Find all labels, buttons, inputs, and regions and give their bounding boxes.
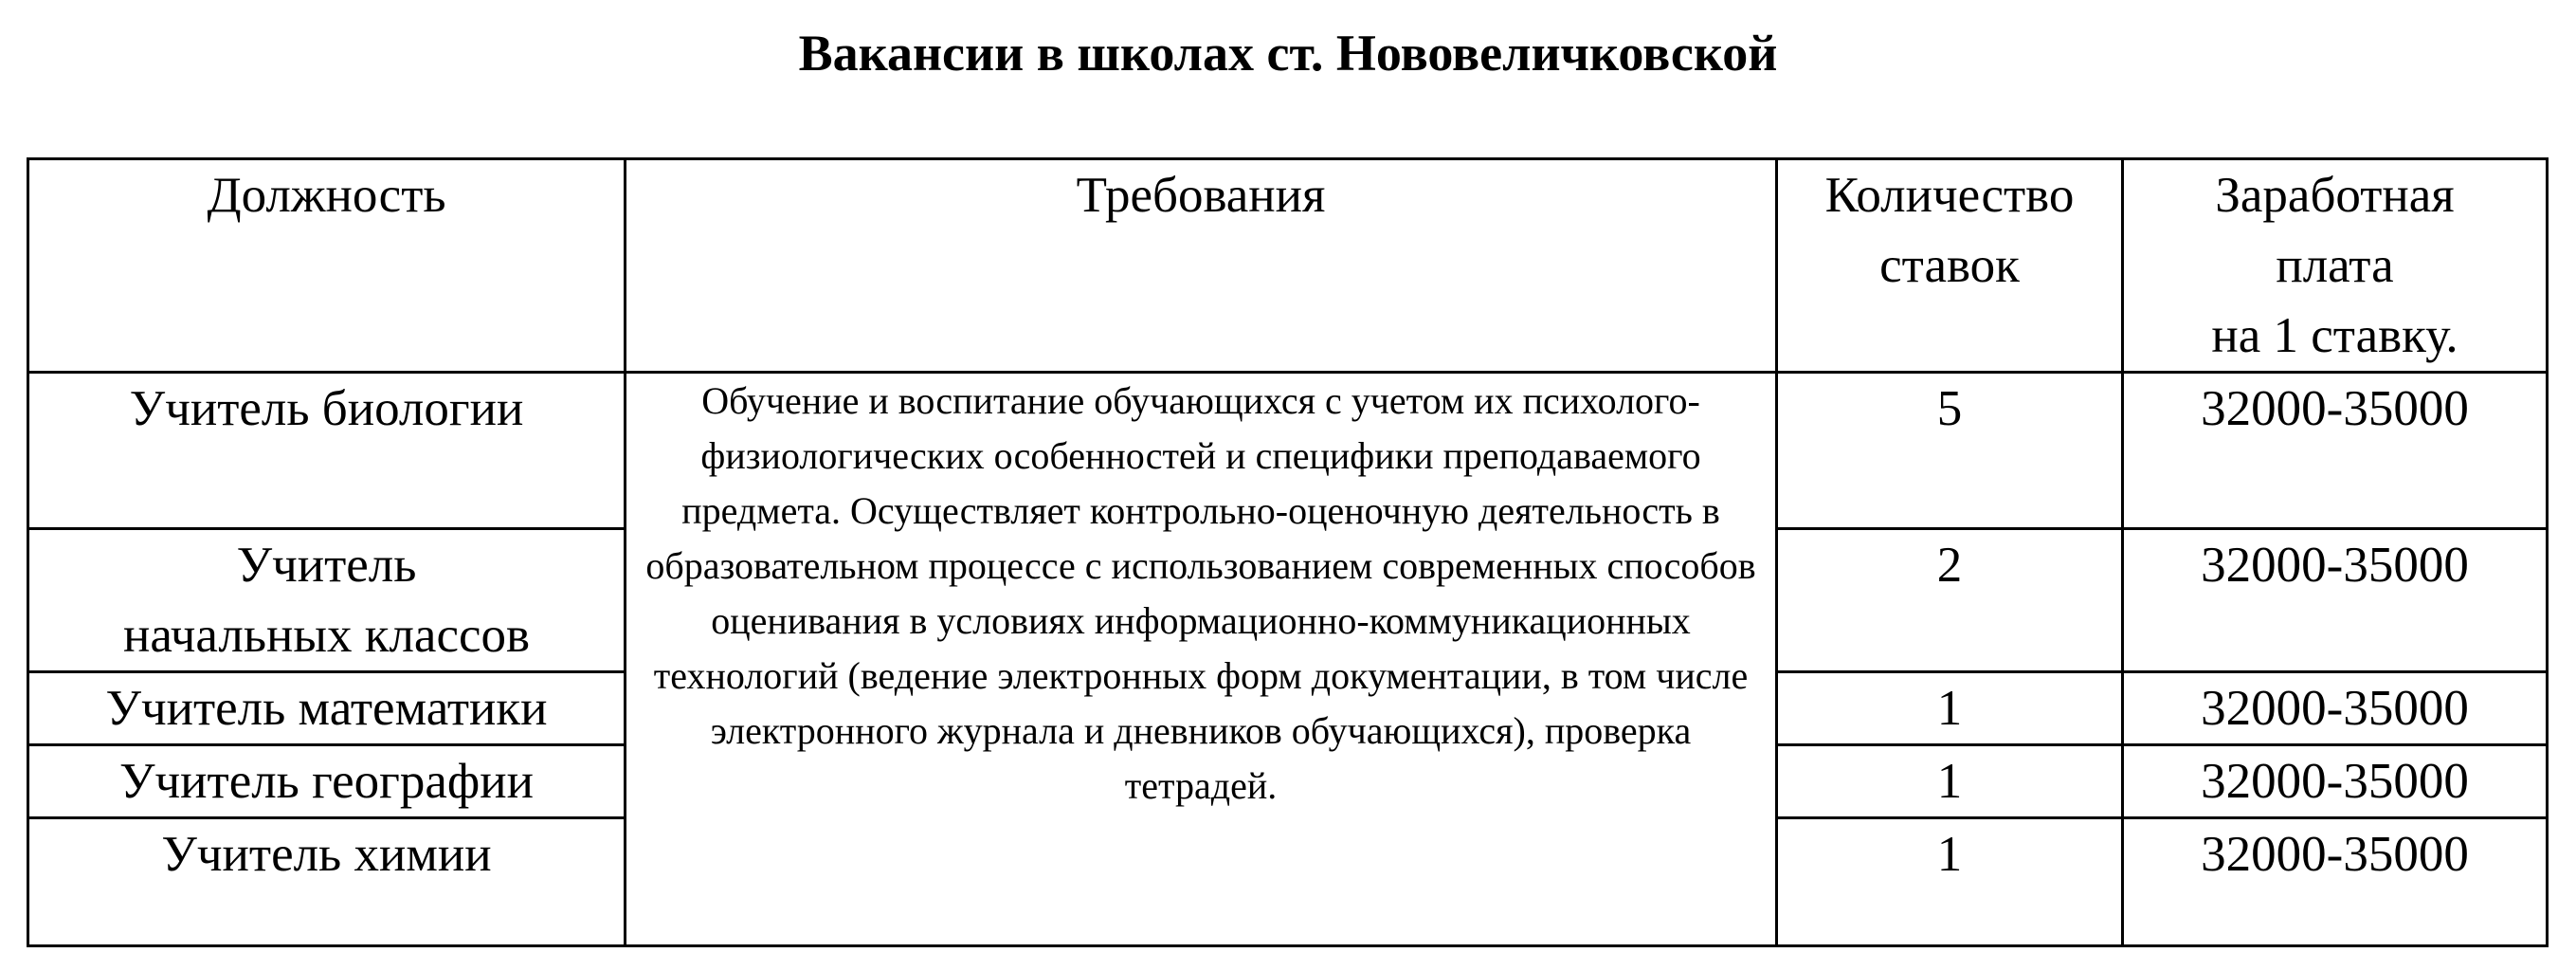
salary-cell: 32000-35000 (2123, 818, 2548, 946)
vacancies-table (27, 157, 2549, 947)
header-position: Должность (28, 159, 626, 373)
count-cell: 1 (1777, 818, 2123, 946)
position-cell: Учитель математики (28, 672, 626, 745)
requirements-cell: Обучение и воспитание обучающихся с учетом их психолого-физиологических особенностей и специфики преподаваемого предмета. Осуществляет контрольно-оценочную деятельность в образовательном процессе с использованием современных способов оценивания в условиях информационно-коммуникационных технологий (ведение электронных форм документации, в том числе электронного журнала и дневников обучающихся), проверка тетрадей. (626, 373, 1777, 946)
count-cell: 5 (1777, 373, 2123, 529)
header-salary: Заработная плата на 1 ставку. (2123, 159, 2548, 373)
salary-cell: 32000-35000 (2123, 373, 2548, 529)
count-cell: 1 (1777, 672, 2123, 745)
position-cell: Учитель географии (28, 745, 626, 818)
table-row (28, 373, 2548, 529)
table-header-row (28, 159, 2548, 373)
position-cell: Учитель начальных классов (28, 529, 626, 672)
salary-cell: 32000-35000 (2123, 745, 2548, 818)
header-requirements: Требования (626, 159, 1777, 373)
position-cell: Учитель химии (28, 818, 626, 946)
count-cell: 2 (1777, 529, 2123, 672)
position-cell: Учитель биологии (28, 373, 626, 529)
salary-cell: 32000-35000 (2123, 529, 2548, 672)
salary-cell: 32000-35000 (2123, 672, 2548, 745)
count-cell: 1 (1777, 745, 2123, 818)
document-title: Вакансии в школах ст. Нововеличковской (798, 25, 1778, 82)
header-count: Количество ставок (1777, 159, 2123, 373)
